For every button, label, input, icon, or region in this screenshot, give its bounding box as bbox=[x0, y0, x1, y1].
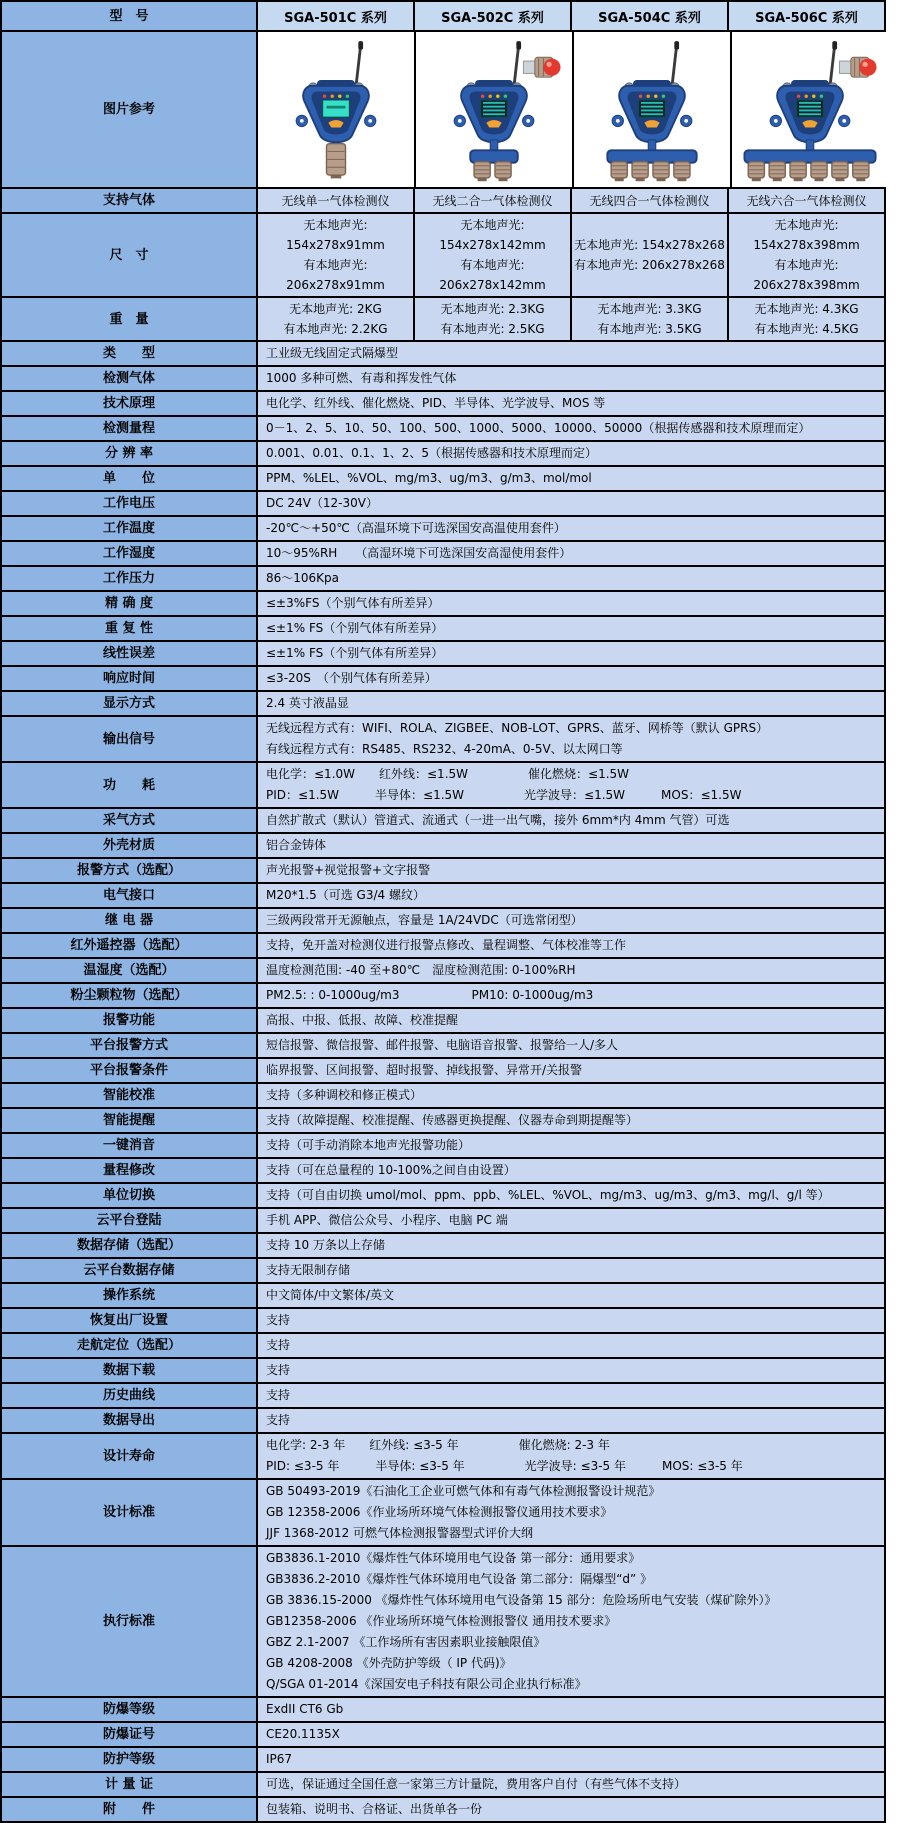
size-row-value: 有本地声光: 206x278x398mm bbox=[753, 258, 860, 292]
antenna-icon bbox=[356, 45, 361, 87]
spec-label-linearity: 线性误差 bbox=[2, 642, 258, 665]
sensor-cylinder bbox=[674, 162, 690, 181]
spec-value-cloud-login bbox=[258, 1209, 884, 1232]
spec-label-design-standard: 设计标准 bbox=[2, 1480, 258, 1545]
spec-value-line: 2.4 英寸液晶显 bbox=[266, 696, 349, 710]
spec-row-range bbox=[2, 415, 884, 440]
spec-value-line: ≤3-20S （个别气体有所差异） bbox=[266, 671, 437, 685]
spec-row-design-standard bbox=[2, 1478, 884, 1545]
size-row-value: 无本地声光: 154x278x398mm bbox=[753, 218, 860, 252]
supported-gas-value: 无线六合一气体检测仪 bbox=[727, 189, 884, 212]
weight-row-value: 有本地声光: 2.2KG bbox=[283, 322, 388, 336]
spec-label-principle: 技术原理 bbox=[2, 392, 258, 415]
spec-value-line: 支持 bbox=[266, 1413, 291, 1427]
sensor-cylinder bbox=[769, 162, 785, 181]
spec-row-detect-gas bbox=[2, 365, 884, 390]
size-row-value: 有本地声光: 206x278x268 bbox=[574, 258, 725, 272]
spec-label-unit: 单 位 bbox=[2, 467, 258, 490]
size-row-cell bbox=[413, 214, 570, 296]
model-row-label: 型 号 bbox=[2, 2, 258, 30]
product-image-sga-501c bbox=[258, 32, 414, 187]
spec-value-platform-alarm-mode bbox=[258, 1034, 884, 1057]
spec-label-output-signal: 输出信号 bbox=[2, 717, 258, 761]
spec-value-display bbox=[258, 692, 884, 715]
sensor-cylinder bbox=[748, 162, 764, 181]
spec-label-protection-grade: 防护等级 bbox=[2, 1748, 258, 1771]
spec-row-os bbox=[2, 1282, 884, 1307]
spec-row-relay bbox=[2, 907, 884, 932]
spec-value-line: 电化学：≤1.0W 红外线：≤1.5W 催化燃烧：≤1.5W bbox=[266, 767, 630, 781]
weight-row bbox=[2, 296, 884, 340]
spec-label-accessories: 附 件 bbox=[2, 1798, 258, 1821]
spec-label-design-life: 设计寿命 bbox=[2, 1434, 258, 1478]
spec-label-type: 类 型 bbox=[2, 342, 258, 365]
spec-row-pressure bbox=[2, 565, 884, 590]
model-header-sga-504c: SGA-504C 系列 bbox=[570, 2, 727, 30]
spec-row-range-modify bbox=[2, 1157, 884, 1182]
supported-gas-value: 无线单一气体检测仪 bbox=[258, 189, 413, 212]
spec-value-line: 可选，保证通过全国任意一家第三方计量院，费用客户自付（有些气体不支持） bbox=[266, 1777, 687, 1791]
spec-value-repeatability bbox=[258, 617, 884, 640]
supported-gas-label: 支持气体 bbox=[2, 189, 258, 212]
spec-label-pressure: 工作压力 bbox=[2, 567, 258, 590]
spec-label-explosion-proof-cert: 防爆证号 bbox=[2, 1723, 258, 1746]
spec-value-humidity bbox=[258, 542, 884, 565]
supported-gas-row bbox=[2, 187, 884, 212]
spec-value-type bbox=[258, 342, 884, 365]
spec-value-line: M20*1.5（可选 G3/4 螺纹） bbox=[266, 888, 425, 902]
spec-value-line: 中文简体/中文繁体/英文 bbox=[266, 1288, 395, 1302]
spec-row-protection-grade bbox=[2, 1746, 884, 1771]
spec-row-output-signal bbox=[2, 715, 884, 761]
spec-value-line: PID: ≤3-5 年 半导体: ≤3-5 年 光学波导: ≤3-5 年 MOS: ≤3-5 年 bbox=[266, 1459, 743, 1473]
spec-row-principle bbox=[2, 390, 884, 415]
spec-value-line: PID：≤1.5W 半导体：≤1.5W 光学波导：≤1.5W MOS：≤1.5W bbox=[266, 788, 742, 802]
spec-label-dust-particles: 粉尘颗粒物（选配） bbox=[2, 984, 258, 1007]
spec-value-line: CE20.1135X bbox=[266, 1727, 340, 1741]
spec-label-data-export: 数据导出 bbox=[2, 1409, 258, 1432]
alarm-beacon-icon bbox=[839, 57, 876, 77]
spec-row-cloud-storage bbox=[2, 1257, 884, 1282]
spec-value-line: 无线远程方式有：WIFI、ROLA、ZIGBEE、NOB-LOT、GPRS、蓝牙、网桥等（默认 GPRS） bbox=[266, 721, 769, 735]
gas-detector-illustration bbox=[418, 37, 570, 182]
spec-value-accessories bbox=[258, 1798, 884, 1821]
spec-value-line: Q/SGA 01-2014《深国安电子科技有限公司企业执行标准》 bbox=[266, 1677, 587, 1691]
spec-value-line: ExdII CT6 Gb bbox=[266, 1702, 344, 1716]
spec-value-line: 0－1、2、5、10、50、100、500、1000、5000、10000、50000（根据传感器和技术原理而定） bbox=[266, 421, 811, 435]
spec-value-line: 包装箱、说明书、合格证、出货单各一份 bbox=[266, 1802, 483, 1816]
sensor-cylinder bbox=[495, 162, 511, 181]
size-row-value: 无本地声光: 154x278x142mm bbox=[439, 218, 546, 252]
spec-row-response-time bbox=[2, 665, 884, 690]
spec-value-line: GBZ 2.1-2007 《工作场所有害因素职业接触限值》 bbox=[266, 1635, 546, 1649]
spec-row-type bbox=[2, 340, 884, 365]
supported-gas-value: 无线四合一气体检测仪 bbox=[570, 189, 727, 212]
sensor-cylinder bbox=[790, 162, 806, 181]
sensor-manifold bbox=[744, 150, 875, 162]
spec-value-cloud-storage bbox=[258, 1259, 884, 1282]
spec-row-smart-calibration bbox=[2, 1082, 884, 1107]
spec-label-data-storage: 数据存储（选配） bbox=[2, 1234, 258, 1257]
spec-row-unit-switch bbox=[2, 1182, 884, 1207]
spec-value-line: 手机 APP、微信公众号、小程序、电脑 PC 端 bbox=[266, 1213, 508, 1227]
spec-label-detect-gas: 检测气体 bbox=[2, 367, 258, 390]
spec-label-cloud-storage: 云平台数据存储 bbox=[2, 1259, 258, 1282]
spec-label-humidity: 工作湿度 bbox=[2, 542, 258, 565]
spec-value-line: ≤±1% FS（个别气体有所差异） bbox=[266, 621, 444, 635]
spec-label-temperature: 工作温度 bbox=[2, 517, 258, 540]
spec-label-sampling: 采气方式 bbox=[2, 809, 258, 832]
weight-row-value: 有本地声光: 4.5KG bbox=[754, 322, 859, 336]
spec-value-line: 支持（可在总量程的 10-100%之间自由设置） bbox=[266, 1163, 516, 1177]
spec-label-alarm-mode: 报警方式（选配） bbox=[2, 859, 258, 882]
spec-value-platform-alarm-condition bbox=[258, 1059, 884, 1082]
size-row-value: 有本地声光: 206x278x91mm bbox=[286, 258, 385, 292]
spec-label-accuracy: 精 确 度 bbox=[2, 592, 258, 615]
spec-value-accuracy bbox=[258, 592, 884, 615]
spec-value-line: 支持 bbox=[266, 1338, 291, 1352]
product-image-sga-504c bbox=[572, 32, 730, 187]
sensor-cylinder bbox=[611, 162, 627, 181]
spec-value-line: GB 50493-2019《石油化工企业可燃气体和有毒气体检测报警设计规范》 bbox=[266, 1484, 661, 1498]
spec-label-one-key-mute: 一键消音 bbox=[2, 1134, 258, 1157]
image-row-label: 图片参考 bbox=[2, 32, 258, 187]
spec-value-data-storage bbox=[258, 1234, 884, 1257]
spec-value-alarm-functions bbox=[258, 1009, 884, 1032]
spec-value-smart-reminder bbox=[258, 1109, 884, 1132]
spec-row-ir-remote bbox=[2, 932, 884, 957]
spec-value-line: 温度检测范围: -40 至+80℃ 湿度检测范围: 0-100%RH bbox=[266, 963, 576, 977]
spec-row-unit bbox=[2, 465, 884, 490]
spec-label-mobile-positioning: 走航定位（选配） bbox=[2, 1334, 258, 1357]
sensor-cylinder bbox=[327, 144, 346, 179]
spec-label-housing: 外壳材质 bbox=[2, 834, 258, 857]
spec-label-electrical-interface: 电气接口 bbox=[2, 884, 258, 907]
spec-value-detect-gas bbox=[258, 367, 884, 390]
spec-value-line: GB 12358-2006《作业场所环境气体检测报警仪通用技术要求》 bbox=[266, 1505, 613, 1519]
spec-value-line: PM2.5: : 0-1000ug/m3 PM10: 0-1000ug/m3 bbox=[266, 988, 594, 1002]
spec-label-repeatability: 重 复 性 bbox=[2, 617, 258, 640]
spec-label-voltage: 工作电压 bbox=[2, 492, 258, 515]
spec-value-line: 86～106Kpa bbox=[266, 571, 340, 585]
model-header-sga-502c: SGA-502C 系列 bbox=[413, 2, 570, 30]
size-row-value: 无本地声光: 154x278x91mm bbox=[286, 218, 385, 252]
spec-row-temperature bbox=[2, 515, 884, 540]
spec-value-relay bbox=[258, 909, 884, 932]
spec-row-one-key-mute bbox=[2, 1132, 884, 1157]
spec-label-history-curve: 历史曲线 bbox=[2, 1384, 258, 1407]
spec-value-line: 电化学: 2-3 年 红外线: ≤3-5 年 催化燃烧: 2-3 年 bbox=[266, 1438, 610, 1452]
spec-value-response-time bbox=[258, 667, 884, 690]
spec-label-resolution: 分 辨 率 bbox=[2, 442, 258, 465]
weight-row-cell bbox=[570, 298, 727, 340]
spec-row-voltage bbox=[2, 490, 884, 515]
size-row-label: 尺 寸 bbox=[2, 214, 258, 296]
gas-detector-illustration bbox=[576, 37, 728, 182]
spec-label-execution-standard: 执行标准 bbox=[2, 1547, 258, 1696]
spec-label-temp-humidity-opt: 温湿度（选配） bbox=[2, 959, 258, 982]
size-row-value: 无本地声光: 154x278x268 bbox=[574, 238, 725, 252]
spec-value-range bbox=[258, 417, 884, 440]
spec-value-line: 临界报警、区间报警、超时报警、掉线报警、异常开/关报警 bbox=[266, 1063, 583, 1077]
spec-value-line: 电化学、红外线、催化燃烧、PID、半导体、光学波导、MOS 等 bbox=[266, 396, 606, 410]
spec-value-os bbox=[258, 1284, 884, 1307]
spec-value-line: -20℃～+50℃（高温环境下可选深国安高温使用套件） bbox=[266, 521, 566, 535]
spec-row-platform-alarm-mode bbox=[2, 1032, 884, 1057]
spec-value-pressure bbox=[258, 567, 884, 590]
spec-row-smart-reminder bbox=[2, 1107, 884, 1132]
spec-row-mobile-positioning bbox=[2, 1332, 884, 1357]
spec-row-dust-particles bbox=[2, 982, 884, 1007]
spec-label-ir-remote: 红外遥控器（选配） bbox=[2, 934, 258, 957]
spec-value-line: GB3836.2-2010《爆炸性气体环境用电气设备 第二部分：隔爆型“d” 》 bbox=[266, 1572, 653, 1586]
size-row bbox=[2, 212, 884, 296]
spec-value-unit bbox=[258, 467, 884, 490]
spec-row-electrical-interface bbox=[2, 882, 884, 907]
spec-row-alarm-functions bbox=[2, 1007, 884, 1032]
sensor-cylinder bbox=[632, 162, 648, 181]
spec-value-line: 短信报警、微信报警、邮件报警、电脑语音报警、报警给一人/多人 bbox=[266, 1038, 619, 1052]
weight-row-value: 有本地声光: 2.5KG bbox=[440, 322, 545, 336]
spec-label-power-consumption: 功 耗 bbox=[2, 763, 258, 807]
spec-value-data-download bbox=[258, 1359, 884, 1382]
spec-value-line: 1000 多种可燃、有毒和挥发性气体 bbox=[266, 371, 457, 385]
spec-value-line: 支持（可手动消除本地声光报警功能） bbox=[266, 1138, 471, 1152]
spec-value-housing bbox=[258, 834, 884, 857]
spec-value-design-life bbox=[258, 1434, 884, 1478]
spec-row-resolution bbox=[2, 440, 884, 465]
spec-value-explosion-proof-grade bbox=[258, 1698, 884, 1721]
spec-value-electrical-interface bbox=[258, 884, 884, 907]
spec-value-line: 自然扩散式（默认）管道式、流通式（一进一出气嘴，接外 6mm*内 4mm 气管）可选 bbox=[266, 813, 730, 827]
antenna-icon bbox=[514, 45, 519, 87]
weight-row-value: 无本地声光: 2.3KG bbox=[440, 302, 545, 316]
spec-value-explosion-proof-cert bbox=[258, 1723, 884, 1746]
sensor-cylinder bbox=[832, 162, 848, 181]
weight-row-value: 无本地声光: 3.3KG bbox=[597, 302, 702, 316]
spec-value-linearity bbox=[258, 642, 884, 665]
spec-value-mobile-positioning bbox=[258, 1334, 884, 1357]
spec-value-line: 三级两段常开无源触点，容量是 1A/24VDC（可选常闭型） bbox=[266, 913, 583, 927]
spec-value-voltage bbox=[258, 492, 884, 515]
weight-row-label: 重 量 bbox=[2, 298, 258, 340]
spec-value-sampling bbox=[258, 809, 884, 832]
spec-label-os: 操作系统 bbox=[2, 1284, 258, 1307]
spec-value-line: PPM、%LEL、%VOL、mg/m3、ug/m3、g/m3、mol/mol bbox=[266, 471, 592, 485]
spec-value-range-modify bbox=[258, 1159, 884, 1182]
spec-value-line: GB3836.1-2010《爆炸性气体环境用电气设备 第一部分：通用要求》 bbox=[266, 1551, 641, 1565]
spec-row-factory-reset bbox=[2, 1307, 884, 1332]
size-row-value: 有本地声光: 206x278x142mm bbox=[439, 258, 546, 292]
spec-row-accuracy bbox=[2, 590, 884, 615]
size-row-cell bbox=[258, 214, 413, 296]
antenna-icon bbox=[830, 45, 835, 87]
spec-value-line: JJF 1368-2012 可燃气体检测报警器型式评价大纲 bbox=[266, 1526, 534, 1540]
spec-label-platform-alarm-mode: 平台报警方式 bbox=[2, 1034, 258, 1057]
spec-row-metrology-cert bbox=[2, 1771, 884, 1796]
alarm-beacon-icon bbox=[523, 57, 560, 77]
spec-value-line: 支持（可自由切换 umol/mol、ppm、ppb、%LEL、%VOL、mg/m3、ug/m3、g/m3、mg/l、g/l 等） bbox=[266, 1188, 830, 1202]
spec-value-line: GB12358-2006 《作业场所环境气体检测报警仪 通用技术要求》 bbox=[266, 1614, 617, 1628]
spec-label-explosion-proof-grade: 防爆等级 bbox=[2, 1698, 258, 1721]
spec-value-line: 支持，免开盖对检测仪进行报警点修改、量程调整、气体校准等工作 bbox=[266, 938, 627, 952]
weight-row-cell bbox=[727, 298, 884, 340]
sensor-cylinder bbox=[653, 162, 669, 181]
spec-label-metrology-cert: 计 量 证 bbox=[2, 1773, 258, 1796]
spec-value-line: ≤±3%FS（个别气体有所差异） bbox=[266, 596, 440, 610]
spec-row-explosion-proof-cert bbox=[2, 1721, 884, 1746]
spec-label-relay: 继 电 器 bbox=[2, 909, 258, 932]
spec-row-execution-standard bbox=[2, 1545, 884, 1696]
spec-value-protection-grade bbox=[258, 1748, 884, 1771]
spec-value-dust-particles bbox=[258, 984, 884, 1007]
spec-value-metrology-cert bbox=[258, 1773, 884, 1796]
spec-row-power-consumption bbox=[2, 761, 884, 807]
product-image-sga-502c bbox=[414, 32, 572, 187]
model-header-row bbox=[2, 2, 884, 30]
spec-row-data-export bbox=[2, 1407, 884, 1432]
spec-label-range-modify: 量程修改 bbox=[2, 1159, 258, 1182]
spec-row-platform-alarm-condition bbox=[2, 1057, 884, 1082]
spec-value-line: ≤±1% FS（个别气体有所差异） bbox=[266, 646, 444, 660]
spec-label-range: 检测量程 bbox=[2, 417, 258, 440]
spec-label-unit-switch: 单位切换 bbox=[2, 1184, 258, 1207]
spec-row-humidity bbox=[2, 540, 884, 565]
spec-value-line: 0.001、0.01、0.1、1、2、5（根据传感器和技术原理而定） bbox=[266, 446, 598, 460]
sensor-cylinder bbox=[811, 162, 827, 181]
supported-gas-value: 无线二合一气体检测仪 bbox=[413, 189, 570, 212]
gas-detector-illustration bbox=[260, 37, 412, 182]
spec-value-temp-humidity-opt bbox=[258, 959, 884, 982]
spec-value-line: 声光报警+视觉报警+文字报警 bbox=[266, 863, 431, 877]
spec-row-display bbox=[2, 690, 884, 715]
spec-value-line: 支持 bbox=[266, 1313, 291, 1327]
spec-value-ir-remote bbox=[258, 934, 884, 957]
weight-row-value: 有本地声光: 3.5KG bbox=[597, 322, 702, 336]
spec-value-temperature bbox=[258, 517, 884, 540]
spec-value-principle bbox=[258, 392, 884, 415]
spec-value-line: 工业级无线固定式隔爆型 bbox=[266, 346, 399, 360]
spec-row-temp-humidity-opt bbox=[2, 957, 884, 982]
spec-value-resolution bbox=[258, 442, 884, 465]
model-header-sga-501c: SGA-501C 系列 bbox=[258, 2, 413, 30]
spec-row-alarm-mode bbox=[2, 857, 884, 882]
spec-row-linearity bbox=[2, 640, 884, 665]
spec-value-one-key-mute bbox=[258, 1134, 884, 1157]
spec-value-line: 支持（多种调校和修正模式） bbox=[266, 1088, 423, 1102]
spec-row-explosion-proof-grade bbox=[2, 1696, 884, 1721]
sensor-cylinder bbox=[853, 162, 869, 181]
spec-label-smart-calibration: 智能校准 bbox=[2, 1084, 258, 1107]
spec-label-platform-alarm-condition: 平台报警条件 bbox=[2, 1059, 258, 1082]
size-row-cell bbox=[727, 214, 884, 296]
size-row-cell bbox=[570, 214, 727, 296]
spec-label-response-time: 响应时间 bbox=[2, 667, 258, 690]
weight-row-cell bbox=[413, 298, 570, 340]
spec-value-output-signal bbox=[258, 717, 884, 761]
spec-value-factory-reset bbox=[258, 1309, 884, 1332]
sensor-cylinder bbox=[474, 162, 490, 181]
gas-detector-illustration bbox=[734, 37, 886, 182]
spec-row-repeatability bbox=[2, 615, 884, 640]
spec-value-line: 支持无限制存储 bbox=[266, 1263, 351, 1277]
sensor-manifold bbox=[470, 150, 518, 162]
spec-value-power-consumption bbox=[258, 763, 884, 807]
spec-row-cloud-login bbox=[2, 1207, 884, 1232]
spec-value-design-standard bbox=[258, 1480, 884, 1545]
spec-label-smart-reminder: 智能提醒 bbox=[2, 1109, 258, 1132]
model-header-sga-506c: SGA-506C 系列 bbox=[727, 2, 884, 30]
spec-label-data-download: 数据下载 bbox=[2, 1359, 258, 1382]
sensor-manifold bbox=[607, 150, 696, 162]
weight-row-value: 无本地声光: 4.3KG bbox=[754, 302, 859, 316]
spec-value-line: 有线远程方式有：RS485、RS232、4-20mA、0-5V、以太网口等 bbox=[266, 742, 623, 756]
weight-row-value: 无本地声光: 2KG bbox=[289, 302, 382, 316]
spec-row-data-download bbox=[2, 1357, 884, 1382]
spec-value-line: 支持 10 万条以上存储 bbox=[266, 1238, 385, 1252]
spec-label-factory-reset: 恢复出厂设置 bbox=[2, 1309, 258, 1332]
spec-row-data-storage bbox=[2, 1232, 884, 1257]
spec-value-line: 支持 bbox=[266, 1388, 291, 1402]
spec-value-line: 支持 bbox=[266, 1363, 291, 1377]
spec-value-line: GB 3836.15-2000 《爆炸性气体环境用电气设备第 15 部分：危险场所电气安装（煤矿除外）》 bbox=[266, 1593, 777, 1607]
spec-value-line: 10～95%RH （高湿环境下可选深国安高湿使用套件） bbox=[266, 546, 572, 560]
spec-value-smart-calibration bbox=[258, 1084, 884, 1107]
image-reference-row bbox=[2, 30, 884, 187]
spec-value-line: 铝合金铸体 bbox=[266, 838, 327, 852]
spec-value-history-curve bbox=[258, 1384, 884, 1407]
spec-label-alarm-functions: 报警功能 bbox=[2, 1009, 258, 1032]
spec-row-sampling bbox=[2, 807, 884, 832]
spec-label-display: 显示方式 bbox=[2, 692, 258, 715]
spec-value-unit-switch bbox=[258, 1184, 884, 1207]
spec-value-execution-standard bbox=[258, 1547, 884, 1696]
weight-row-cell bbox=[258, 298, 413, 340]
spec-row-history-curve bbox=[2, 1382, 884, 1407]
spec-label-cloud-login: 云平台登陆 bbox=[2, 1209, 258, 1232]
product-image-sga-506c bbox=[730, 32, 888, 187]
antenna-icon bbox=[672, 45, 677, 87]
spec-value-line: 高报、中报、低报、故障、校准提醒 bbox=[266, 1013, 459, 1027]
spec-value-alarm-mode bbox=[258, 859, 884, 882]
spec-value-data-export bbox=[258, 1409, 884, 1432]
spec-row-accessories bbox=[2, 1796, 884, 1821]
spec-row-design-life bbox=[2, 1432, 884, 1478]
spec-value-line: 支持（故障提醒、校准提醒、传感器更换提醒、仪器寿命到期提醒等） bbox=[266, 1113, 639, 1127]
spec-value-line: IP67 bbox=[266, 1752, 293, 1766]
spec-value-line: DC 24V（12-30V） bbox=[266, 496, 378, 510]
spec-value-line: GB 4208-2008 《外壳防护等级（ IP 代码)》 bbox=[266, 1656, 512, 1670]
spec-row-housing bbox=[2, 832, 884, 857]
